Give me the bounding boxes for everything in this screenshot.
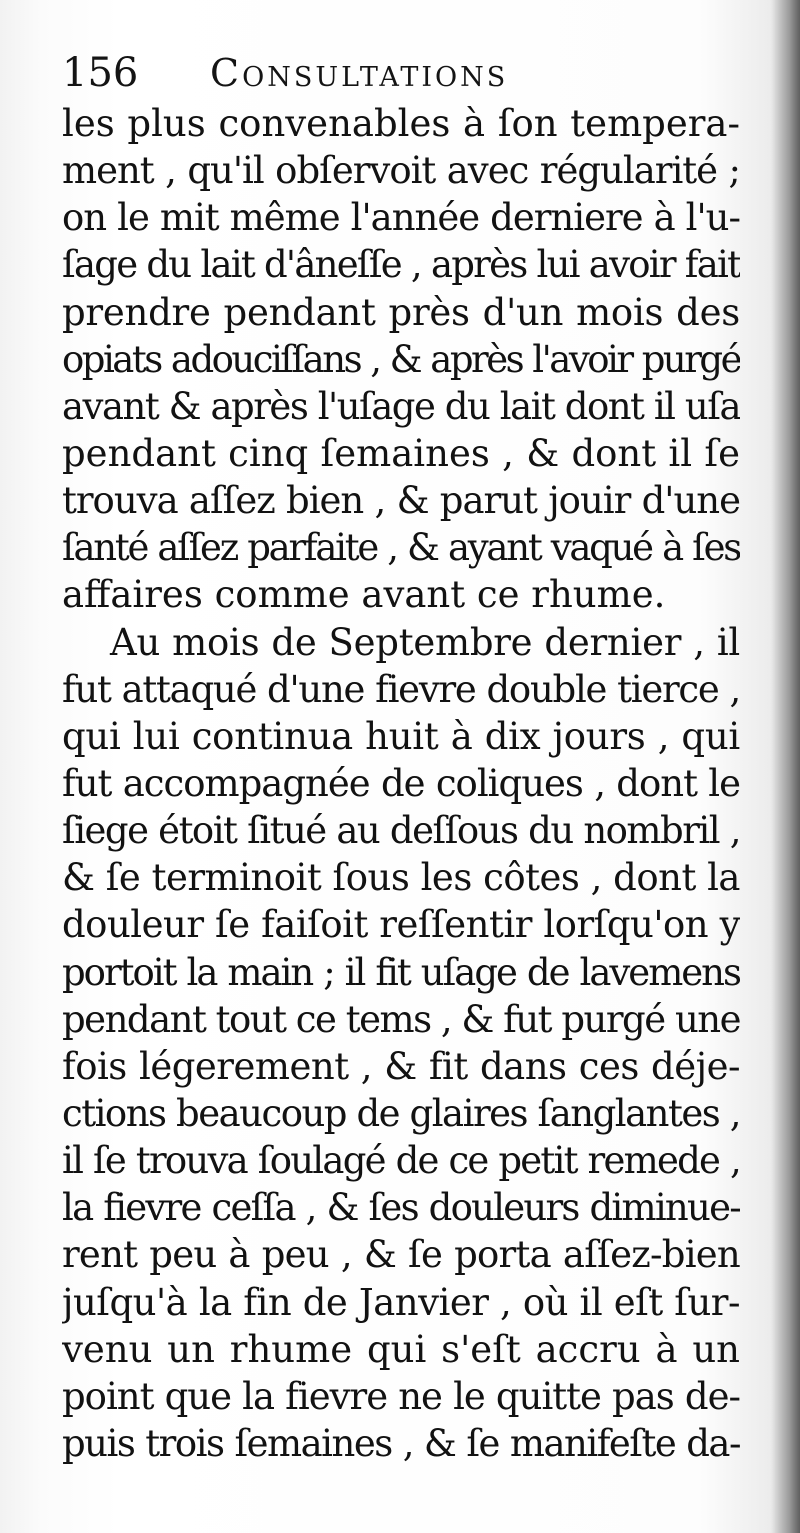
text-line: & ſe terminoit ſous les côtes , dont la [62, 856, 740, 900]
text-line: les plus convenables à ſon tempera- [62, 102, 740, 145]
text-line: ctions beaucoup de glaires ſanglantes , [62, 1091, 740, 1135]
text-line: trouva aſſez bien , & parut jouir d'une [62, 479, 740, 523]
text-line: venu un rhume qui s'eſt accru à un [62, 1327, 740, 1371]
text-line: portoit la main ; il fit uſage de lavemens [62, 950, 740, 994]
text-line: la fievre ceſſa , & ſes douleurs diminue- [62, 1186, 740, 1230]
text-line: pendant tout ce tems , & fut purgé une [62, 997, 740, 1041]
text-line: point que la fievre ne le quitte pas de- [62, 1374, 740, 1418]
paragraph-1 [62, 100, 740, 619]
page-number: 156 [62, 50, 139, 96]
text-line: fut accompagnée de coliques , dont le [62, 761, 740, 805]
text-line: pendant cinq ſemaines , & dont il ſe [62, 431, 740, 475]
text-line: fois légerement , & fit dans ces déje- [62, 1044, 740, 1088]
text-line: ſiege étoit ſitué au deſſous du nombril , [62, 809, 740, 853]
text-line: rent peu à peu , & ſe porta aſſez-bien [62, 1233, 740, 1277]
page-gutter-shadow [772, 0, 800, 1533]
text-line: qui lui continua huit à dix jours , qui [62, 714, 740, 758]
text-line: fut attaqué d'une fievre double tierce , [62, 667, 740, 711]
text-line: juſqu'à la fin de Janvier , où il eſt ſur- [62, 1280, 740, 1324]
text-line: puis trois ſemaines , & ſe manifeſte da- [62, 1421, 740, 1465]
text-line: ſage du lait d'âneſſe , après lui avoir fait [62, 243, 740, 287]
text-line: avant & après l'uſage du lait dont il uſa [62, 384, 740, 428]
text-line: on le mit même l'année derniere à l'u- [62, 196, 740, 240]
text-line: douleur ſe faiſoit reſſentir lorſqu'on y [62, 903, 740, 947]
page-header [62, 46, 622, 100]
running-head: Consultations [210, 51, 509, 95]
text-line: ſanté aſſez parfaite , & ayant vaqué à ſes [62, 526, 740, 570]
text-line: il ſe trouva ſoulagé de ce petit remede , [62, 1139, 740, 1183]
body-text [62, 100, 740, 1467]
text-line: prendre pendant près d'un mois des [62, 290, 740, 334]
text-line: ment , qu'il obſervoit avec régularité ; [62, 149, 740, 193]
text-line: opiats adouciſſans , & après l'avoir purgé [62, 337, 740, 381]
text-line: Au mois de Septembre dernier , il [110, 620, 740, 664]
text-line: affaires comme avant ce rhume. [62, 573, 666, 617]
paragraph-2 [62, 619, 740, 1468]
